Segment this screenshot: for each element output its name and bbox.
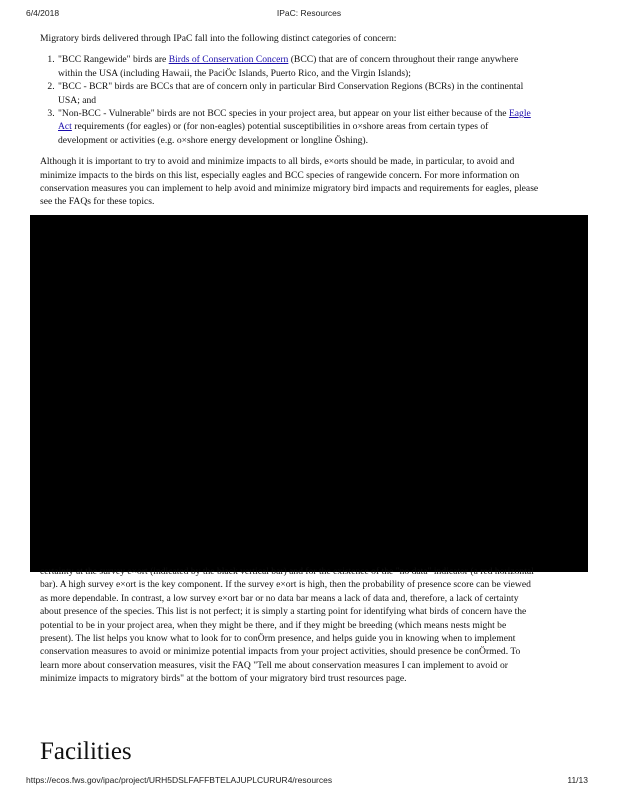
footer-url: https://ecos.fws.gov/ipac/project/URH5DSLFAFFBTELAJUPLCURUR4/resources [26, 775, 333, 785]
print-footer [0, 775, 618, 789]
print-date: 6/4/2018 [26, 8, 60, 18]
facilities-heading: Facilities [40, 738, 132, 765]
eagle-act-link[interactable]: Eagle Act [58, 108, 531, 133]
bcc-link[interactable]: Birds of Conservation Concern [168, 54, 289, 66]
redacted-region [30, 215, 588, 572]
list-item: 3. "Non-BCC - Vulnerable" birds are not BCC species in your project area, but appear on your list either because of the Eagle Act requirements (for eagles) or (for non-eagles) potential susceptibilities in o×shore areas from certain types of development or activities (e.g. o×shore energy development or longline Öshing). [57, 107, 540, 147]
survey-effort-text [40, 565, 540, 686]
concern-category-list [40, 53, 540, 147]
list-item: 1. "BCC Rangewide" birds are Birds of Conservation Concern (BCC) that are of concern throughout their range anywhere within the USA (including Hawaii, the PaciÖc Islands, Puerto Rico, and the Virgin Islands); [57, 53, 540, 80]
page-number: 11/13 [567, 775, 588, 785]
main-content [40, 32, 540, 209]
conservation-paragraph: Although it is important to try to avoid and minimize impacts to all birds, e×orts should be made, in particular, to avoid and minimize impacts to the birds on this list, especially eagles and BCC species of rangewide concern. For more information on conservation measures you can implement to help avoid and minimize migratory bird impacts and requirements for eagles, please see the FAQs for these topics. [40, 156, 539, 208]
print-title: IPaC: Resources [276, 8, 342, 18]
list-item: 2. "BCC - BCR" birds are BCCs that are of concern only in particular Bird Conservation Regions (BCRs) in the continental USA; and [57, 80, 540, 107]
print-header [0, 8, 618, 22]
survey-paragraph: certainty at the survey e×ort (indicated by the black vertical bar) and for the existence of the "no data" indicator (a red horizontal bar). A high survey e×ort is the key component. If the survey e×ort is high, then the probability of presence score can be viewed as more dependable. In contrast, a low survey e×ort bar or no data bar means a lack of data and, therefore, a lack of certainty about presence of the species. This list is not perfect; it is simply a starting point for identifying what birds of concern have the potential to be in your project area, when they might be there, and if they might be breeding (which means nests might be present). The list helps you know what to look for to conÖrm presence, and helps guide you in knowing when to implement conservation measures to avoid or minimize potential impacts from your project activities, should presence be conÖrmed. To learn more about conservation measures, visit the FAQ "Tell me about conservation measures I can implement to avoid or minimize impacts to migratory birds" at the bottom of your migratory bird trust resources page. [40, 566, 534, 685]
intro-text: Migratory birds delivered through IPaC fall into the following distinct categories of concern: [40, 33, 397, 44]
